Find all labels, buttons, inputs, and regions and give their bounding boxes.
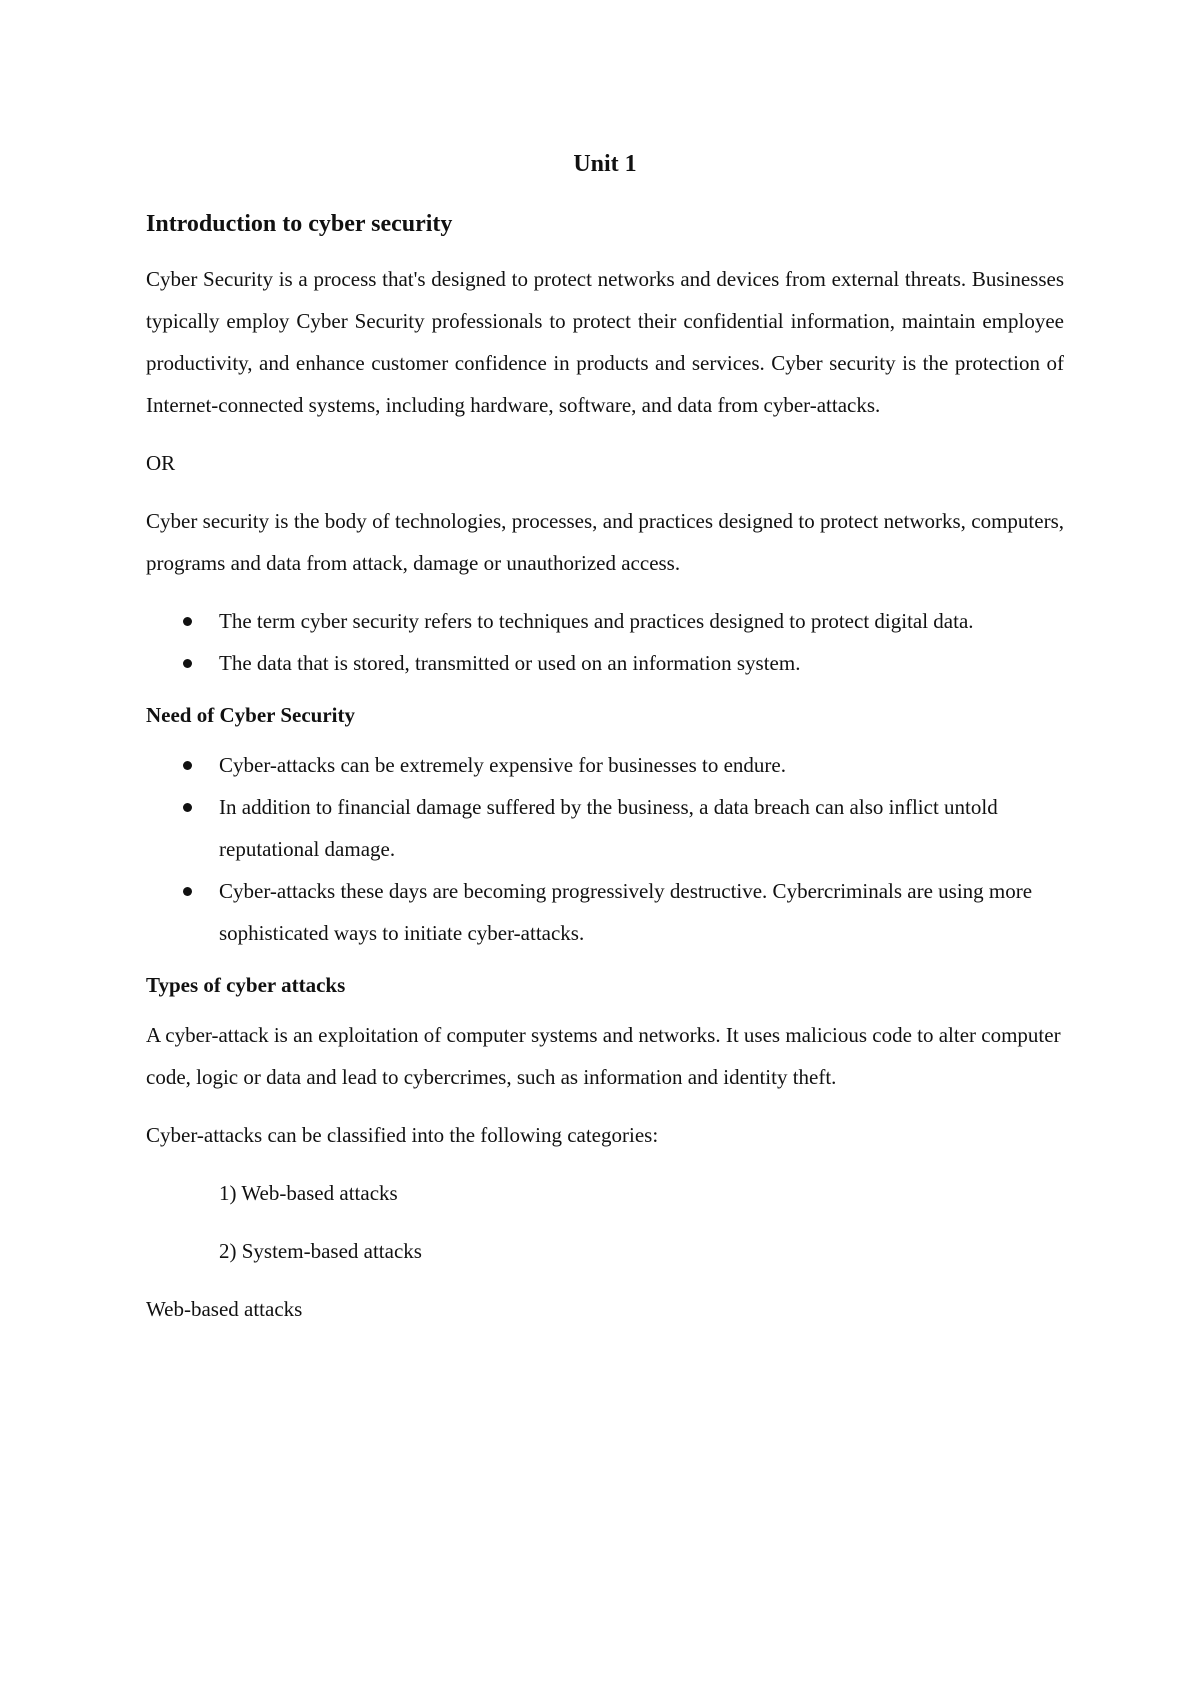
definition-bullet-list	[146, 600, 1064, 684]
section-title: Introduction to cyber security	[146, 211, 453, 237]
list-item-text: The term cyber security refers to techniques and practices designed to protect digital data.	[219, 609, 974, 633]
list-item	[219, 870, 1064, 954]
document-page	[146, 148, 1064, 1346]
unit-title: Unit 1	[573, 151, 637, 177]
list-item	[219, 642, 1064, 684]
list-item-text: Cyber-attacks these days are becoming progressively destructive. Cybercriminals are using more sophisticated ways to initiate cyber-attacks.	[219, 879, 1033, 945]
or-separator: OR	[146, 451, 176, 475]
list-item	[219, 744, 1064, 786]
list-item-text: Cyber-attacks can be extremely expensive for businesses to endure.	[219, 753, 786, 777]
bullet-icon	[183, 761, 192, 770]
categories-intro: Cyber-attacks can be classified into the following categories:	[146, 1123, 659, 1147]
types-heading: Types of cyber attacks	[146, 973, 346, 997]
list-item	[219, 600, 1064, 642]
list-item-text: The data that is stored, transmitted or used on an information system.	[219, 651, 801, 675]
category-item: 1) Web-based attacks	[219, 1181, 398, 1205]
list-item-text: In addition to financial damage suffered by the business, a data breach can also inflict untold reputational damage.	[219, 795, 998, 861]
intro-paragraph: Cyber Security is a process that's designed to protect networks and devices from external threats. Businesses typically employ Cyber Security professionals to protect their confidential information, maintain employee productivity, and enhance customer confidence in products and services. Cyber security is the protection of Internet-connected systems, including hardware, software, and data from cyber-attacks.	[146, 267, 1064, 417]
web-based-heading: Web-based attacks	[146, 1297, 303, 1321]
need-bullet-list	[146, 744, 1064, 954]
alt-definition-paragraph: Cyber security is the body of technologies, processes, and practices designed to protect networks, computers, programs and data from attack, damage or unauthorized access.	[146, 509, 1064, 575]
need-heading: Need of Cyber Security	[146, 703, 355, 727]
bullet-icon	[183, 617, 192, 626]
bullet-icon	[183, 887, 192, 896]
list-item	[219, 786, 1064, 870]
bullet-icon	[183, 803, 192, 812]
types-paragraph: A cyber-attack is an exploitation of computer systems and networks. It uses malicious code to alter computer code, logic or data and lead to cybercrimes, such as information and identity theft.	[146, 1023, 1061, 1089]
bullet-icon	[183, 659, 192, 668]
category-item: 2) System-based attacks	[219, 1239, 422, 1263]
